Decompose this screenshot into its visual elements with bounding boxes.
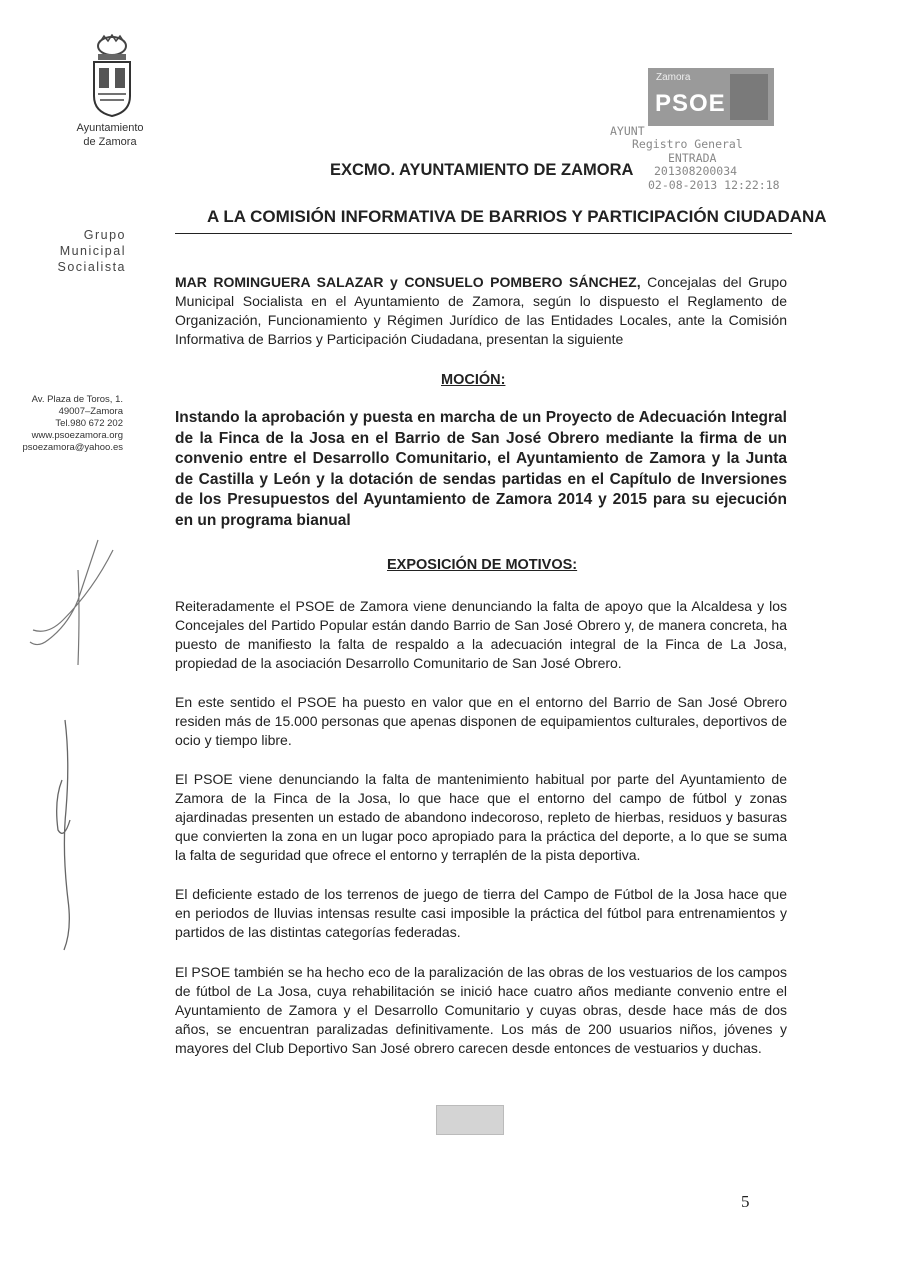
stamp-registry-number: 201308200034 <box>654 164 738 178</box>
contact-phone: Tel.980 672 202 <box>55 418 123 429</box>
addressee-heading: A LA COMISIÓN INFORMATIVA DE BARRIOS Y PARTICIPACIÓN CIUDADANA <box>207 207 827 226</box>
group-name <box>40 227 126 275</box>
contact-website: www.psoezamora.org <box>31 430 123 441</box>
institution-line: de Zamora <box>83 136 137 148</box>
body-paragraph: En este sentido el PSOE ha puesto en valor que en el entorno del Barrio de San José Obrero residen más de 15.000 personas que apenas disponen de equipamientos culturales, deportivos de ocio y tiempo libre. <box>175 694 787 748</box>
coat-of-arms-icon <box>88 34 136 118</box>
stamp-line: AYUNT <box>610 124 645 138</box>
stamp-line: ENTRADA <box>668 151 717 165</box>
document-heading: EXCMO. AYUNTAMIENTO DE ZAMORA <box>330 161 634 179</box>
logo-city: Zamora <box>656 72 691 83</box>
body-paragraph: El deficiente estado de los terrenos de juego de tierra del Campo de Fútbol de la Josa hace que en periodos de lluvias intensas resulte casi imposible la práctica del fútbol para entrenamientos y partidos de las distintas categorías federadas. <box>175 886 787 940</box>
body-paragraph: El PSOE también se ha hecho eco de la paralización de las obras de los vestuarios de los campos de fútbol de La Josa, cuya rehabilitación se inició hace cuatro años mediante convenio entre el Ayuntamiento de Zamora y el Desarrollo Comunitario y cuyas obras, desde hace más de dos años, se encuentran paralizadas definitivamente. Los más de 200 usuarios niños, jóvenes y mayores del Club Deportivo San José obrero carecen desde entonces de vestuarios y duchas. <box>175 964 787 1056</box>
exposicion-heading: EXPOSICIÓN DE MOTIVOS: <box>387 557 578 573</box>
stamp-line: Registro General <box>632 137 743 151</box>
motion-heading: MOCIÓN: <box>441 372 506 388</box>
motion-text: Instando la aprobación y puesta en marcha de un Proyecto de Adecuación Integral de la Finca de la Josa en el Barrio de San José Obrero mediante la firma de un convenio entre el Desarrollo Comunitario, el Ayuntamiento de Zamora y la Junta de Castilla y León y la dotación de sendas partidas en el Capítulo de Inversiones de los Presupuestos del Ayuntamiento de Zamora 2014 y 2015 para su ejecución en un programa bianual <box>175 409 787 529</box>
handwritten-signature <box>18 530 128 970</box>
contact-address: Av. Plaza de Toros, 1. <box>31 394 123 405</box>
council-member-names: MAR ROMINGUERA SALAZAR y CONSUELO POMBERO SÁNCHEZ, <box>175 274 641 290</box>
institution-name <box>60 121 160 149</box>
group-line: Municipal <box>59 244 126 258</box>
contact-block <box>10 394 123 454</box>
official-seal <box>436 1105 504 1135</box>
intro-paragraph <box>175 273 787 349</box>
stamp-datetime: 02-08-2013 12:22:18 <box>648 178 780 192</box>
page-number: 5 <box>741 1192 750 1211</box>
contact-postcode: 49007–Zamora <box>58 406 123 417</box>
group-line: Grupo <box>83 228 126 242</box>
fist-rose-icon <box>730 74 768 120</box>
body-paragraph: Reiteradamente el PSOE de Zamora viene denunciando la falta de apoyo que la Alcaldesa y los Concejales del Partido Popular están dando Barrio de San José Obrero y, de manera concreta, ha puesto de manifiesto la falta de respaldo a la adecuación integral de la Finca de La Josa, propiedad de la asociación Desarrollo Comunitario de San José Obrero. <box>175 598 787 671</box>
body-paragraph: El PSOE viene denunciando la falta de mantenimiento habitual por parte del Ayuntamiento de Zamora de la Finca de la Josa, lo que hace que el entorno del campo de fútbol y zonas ajardinadas presenten un estado de abandono indecoroso, repleto de hierbas, residuos y basuras que convierten la zona en un lugar poco apropiado para la práctica del deporte, a lo que se suma la falta de seguridad que ofrece el entorno y terraplén de la pista deportiva. <box>175 771 787 863</box>
intro-text: Concejalas del Grupo Municipal Socialista en el Ayuntamiento de Zamora, según lo dispuesto el Reglamento de Organización, Funcionamiento y Régimen Jurídico de las Entidades Locales, ante la Comisión Informativa de Barrios y Participación Ciudadana, presentan la siguiente <box>175 274 787 347</box>
institution-line: Ayuntamiento <box>76 122 144 134</box>
group-line: Socialista <box>57 260 126 274</box>
contact-email: psoezamora@yahoo.es <box>22 442 123 453</box>
heading-underline <box>175 233 792 234</box>
psoe-logo <box>648 68 774 126</box>
logo-party: PSOE <box>655 90 726 117</box>
